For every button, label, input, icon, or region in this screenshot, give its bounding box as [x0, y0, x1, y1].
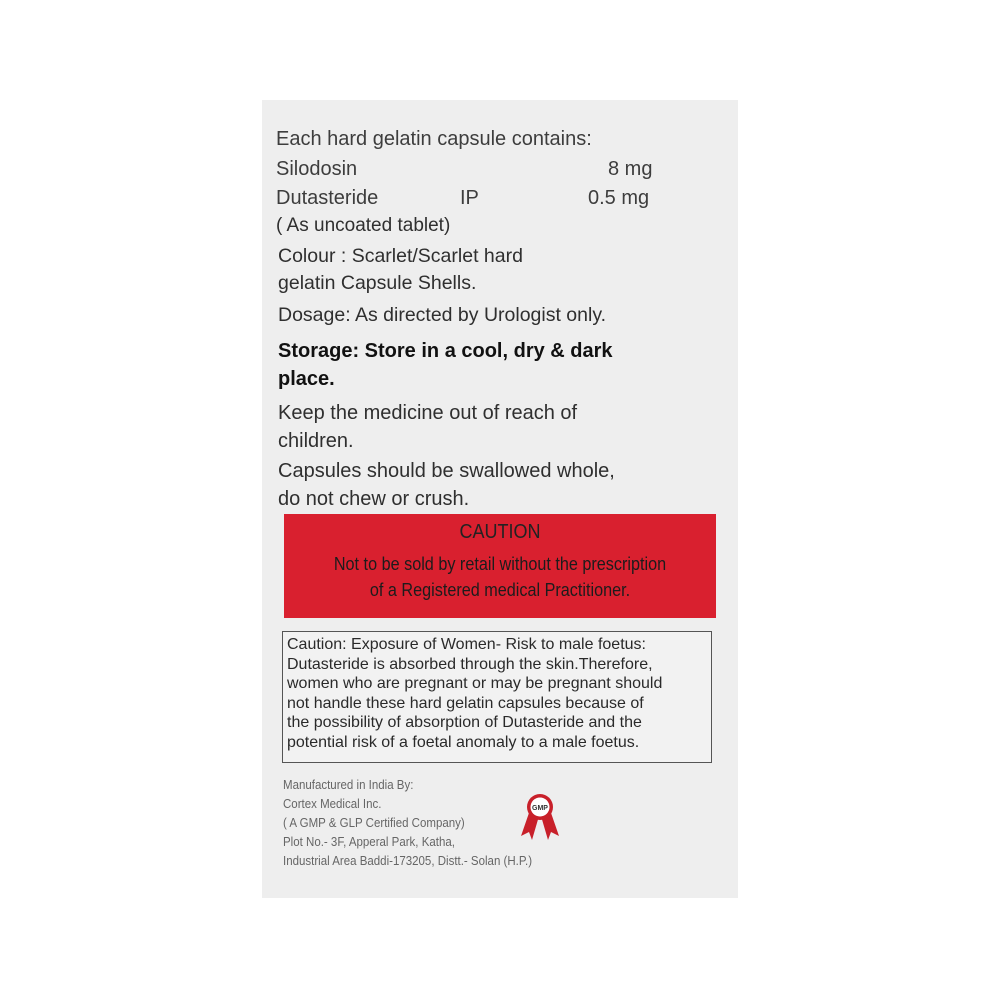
ingredient-amount: 8 mg — [608, 158, 653, 180]
manufacturer-line: Plot No.- 3F, Apperal Park, Katha, — [283, 835, 455, 849]
caution-text — [306, 551, 695, 603]
swallow-line-2: do not chew or crush. — [278, 488, 470, 510]
dosage-text: Dosage: As directed by Urologist only. — [278, 304, 607, 326]
colour-line-2: gelatin Capsule Shells. — [278, 272, 477, 294]
caution-banner — [284, 514, 716, 618]
pregnancy-warning-box — [282, 631, 712, 763]
manufacturer-line: Industrial Area Baddi-173205, Distt.- Solan (H.P.) — [283, 854, 533, 868]
gmp-certification-badge-icon — [518, 792, 562, 842]
gmp-badge-text: GMP — [532, 805, 548, 812]
ingredient-standard: IP — [460, 187, 479, 209]
composition-heading: Each hard gelatin capsule contains: — [276, 128, 592, 150]
ingredient-name: Dutasteride — [276, 187, 379, 209]
keep-out-line-1: Keep the medicine out of reach of — [278, 402, 578, 424]
storage-line-1: Storage: Store in a cool, dry & dark — [278, 340, 613, 362]
form-note: ( As uncoated tablet) — [276, 215, 451, 236]
colour-line-1: Colour : Scarlet/Scarlet hard — [278, 245, 523, 267]
warning-line: potential risk of a foetal anomaly to a male foetus. — [287, 733, 640, 751]
caution-line-2: of a Registered medical Practitioner. — [369, 580, 631, 600]
warning-line: Caution: Exposure of Women- Risk to male foetus: — [287, 636, 646, 653]
warning-line: women who are pregnant or may be pregnant should — [287, 675, 663, 692]
storage-line-2: place. — [278, 368, 335, 390]
caution-line-1: Not to be sold by retail without the prescription — [333, 554, 667, 574]
caution-title: CAUTION — [459, 521, 541, 543]
ingredient-name: Silodosin — [276, 158, 358, 180]
manufacturer-line: ( A GMP & GLP Certified Company) — [283, 816, 465, 830]
swallow-line-1: Capsules should be swallowed whole, — [278, 460, 615, 482]
warning-line: Dutasteride is absorbed through the skin.Therefore, — [287, 655, 653, 673]
ingredient-amount: 0.5 mg — [588, 187, 650, 209]
warning-line: the possibility of absorption of Dutasteride and the — [287, 714, 642, 731]
manufacturer-line: Manufactured in India By: — [283, 778, 414, 792]
manufacturer-info — [283, 776, 532, 871]
keep-out-line-2: children. — [278, 430, 354, 452]
medicine-carton-panel — [262, 100, 738, 898]
warning-line: not handle these hard gelatin capsules because of — [287, 694, 644, 712]
warning-text — [287, 635, 662, 752]
manufacturer-line: Cortex Medical Inc. — [283, 797, 382, 811]
